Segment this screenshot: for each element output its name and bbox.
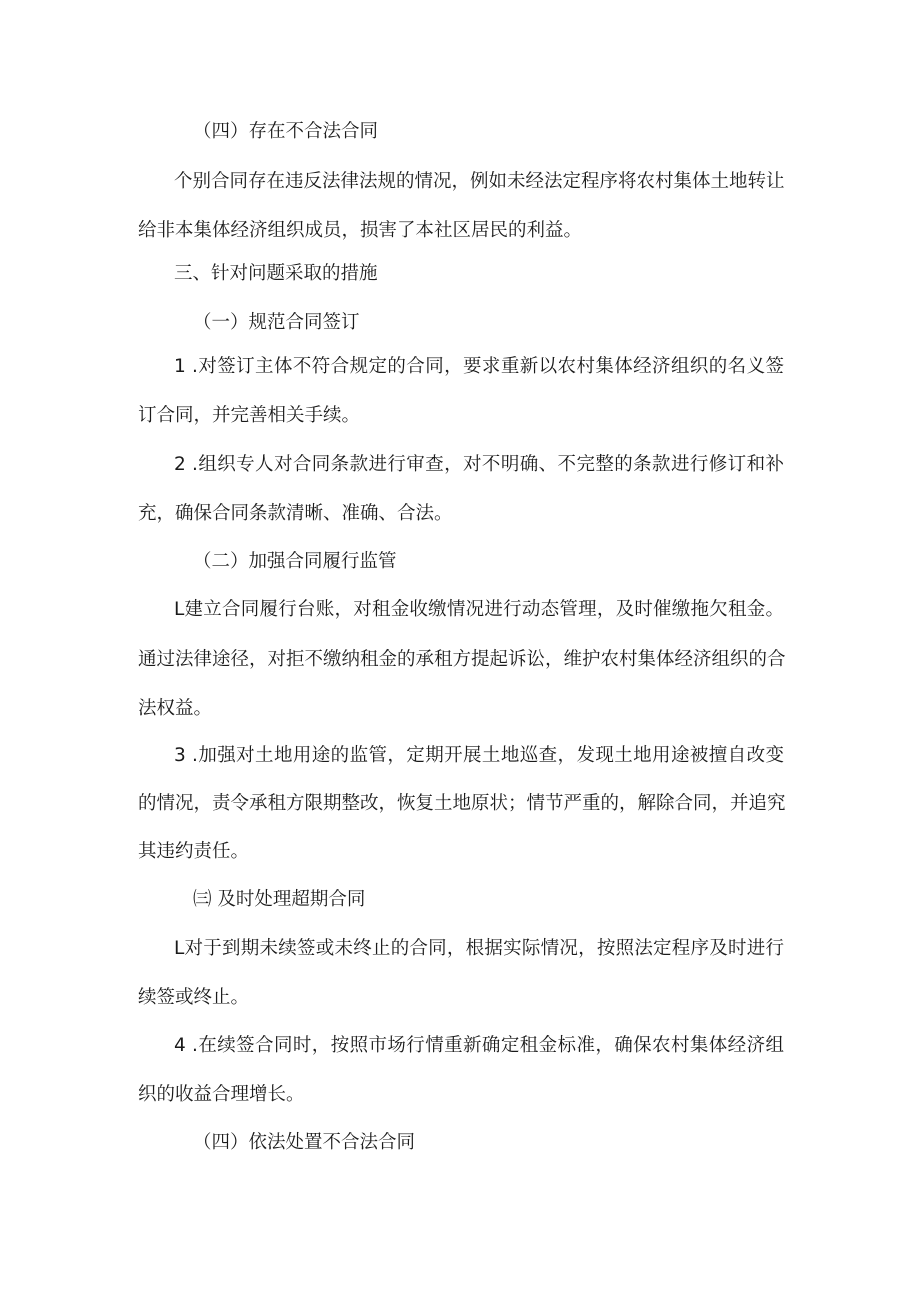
section-heading: （四）依法处置不合法合同 bbox=[193, 1132, 416, 1153]
paragraph-line: 4 .在续签合同时，按照市场行情重新确定租金标准，确保农村集体经济组 bbox=[174, 1035, 784, 1056]
paragraph-line: 法权益。 bbox=[138, 698, 213, 719]
chapter-heading: 三、针对问题采取的措施 bbox=[174, 263, 378, 284]
paragraph-line: 续签或终止。 bbox=[138, 987, 250, 1008]
paragraph-line: L建立合同履行台账，对租金收缴情况进行动态管理，及时催缴拖欠租金。 bbox=[174, 599, 784, 620]
paragraph-line: 给非本集体经济组织成员，损害了本社区居民的利益。 bbox=[138, 220, 583, 241]
section-heading: （二）加强合同履行监管 bbox=[193, 551, 397, 572]
section-heading: （一）规范合同签订 bbox=[193, 312, 360, 333]
paragraph-line: 的情况，责令承租方限期整改，恢复土地原状；情节严重的，解除合同，并追究 bbox=[138, 793, 786, 814]
paragraph-line: 1 .对签订主体不符合规定的合同，要求重新以农村集体经济组织的名义签 bbox=[174, 356, 784, 377]
paragraph-line: 2 .组织专人对合同条款进行审查，对不明确、不完整的条款进行修订和补 bbox=[174, 454, 784, 475]
section-heading: ㈢ 及时处理超期合同 bbox=[193, 889, 366, 910]
paragraph-line: 通过法律途径，对拒不缴纳租金的承租方提起诉讼，维护农村集体经济组织的合 bbox=[138, 649, 786, 670]
paragraph-line: 充，确保合同条款清晰、准确、合法。 bbox=[138, 503, 453, 524]
section-heading: （四）存在不合法合同 bbox=[193, 121, 379, 142]
paragraph-line: L对于到期未续签或未终止的合同，根据实际情况，按照法定程序及时进行 bbox=[174, 938, 784, 959]
paragraph-line: 织的收益合理增长。 bbox=[138, 1084, 305, 1105]
paragraph-line: 订合同，并完善相关手续。 bbox=[138, 405, 361, 426]
paragraph-line: 个别合同存在违反法律法规的情况，例如未经法定程序将农村集体土地转让 bbox=[174, 171, 785, 192]
paragraph-line: 其违约责任。 bbox=[138, 841, 250, 862]
paragraph-line: 3 .加强对土地用途的监管，定期开展土地巡查，发现土地用途被擅自改变 bbox=[174, 745, 784, 766]
